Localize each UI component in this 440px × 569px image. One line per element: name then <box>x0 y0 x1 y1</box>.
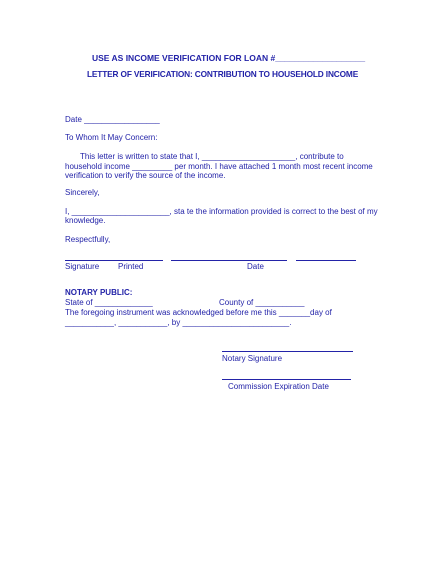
letter-title: LETTER OF VERIFICATION: CONTRIBUTION TO HOUSEHOLD INCOME <box>87 69 359 79</box>
date-field-line: Date _________________ <box>65 115 160 124</box>
signature-line <box>65 260 163 261</box>
salutation: To Whom It May Concern: <box>65 133 158 142</box>
date-label: Date <box>247 262 264 271</box>
acknowledgement-line-1: The foregoing instrument was acknowledged before me this _______day of <box>65 308 332 317</box>
acknowledgement-line-2: ___________, ___________, by ________________________. <box>65 318 292 327</box>
signature-label: Signature <box>65 262 100 271</box>
body-line-1: This letter is written to state that I, _____________________, contribute to <box>80 152 344 161</box>
respectfully: Respectfully, <box>65 235 111 244</box>
loan-verification-title: USE AS INCOME VERIFICATION FOR LOAN #___________________ <box>92 53 366 63</box>
statement-line-1: I, ______________________, sta te the information provided is correct to the best of my <box>65 207 378 216</box>
county-of-field: County of ___________ <box>219 298 305 307</box>
printed-label: Printed <box>118 262 144 271</box>
date-line <box>296 260 356 261</box>
notary-signature-line <box>222 351 353 352</box>
body-line-2: household income _________ per month. I have attached 1 month most recent income <box>65 162 373 171</box>
closing-sincerely: Sincerely, <box>65 188 100 197</box>
statement-line-2: knowledge. <box>65 216 106 225</box>
notary-heading: NOTARY PUBLIC: <box>65 288 133 297</box>
notary-signature-label: Notary Signature <box>222 354 283 363</box>
commission-expiration-label: Commission Expiration Date <box>228 382 329 391</box>
printed-name-line <box>171 260 287 261</box>
body-line-3: verification to verify the source of the income. <box>65 171 226 180</box>
state-of-field: State of _____________ <box>65 298 153 307</box>
commission-expiration-line <box>222 379 351 380</box>
